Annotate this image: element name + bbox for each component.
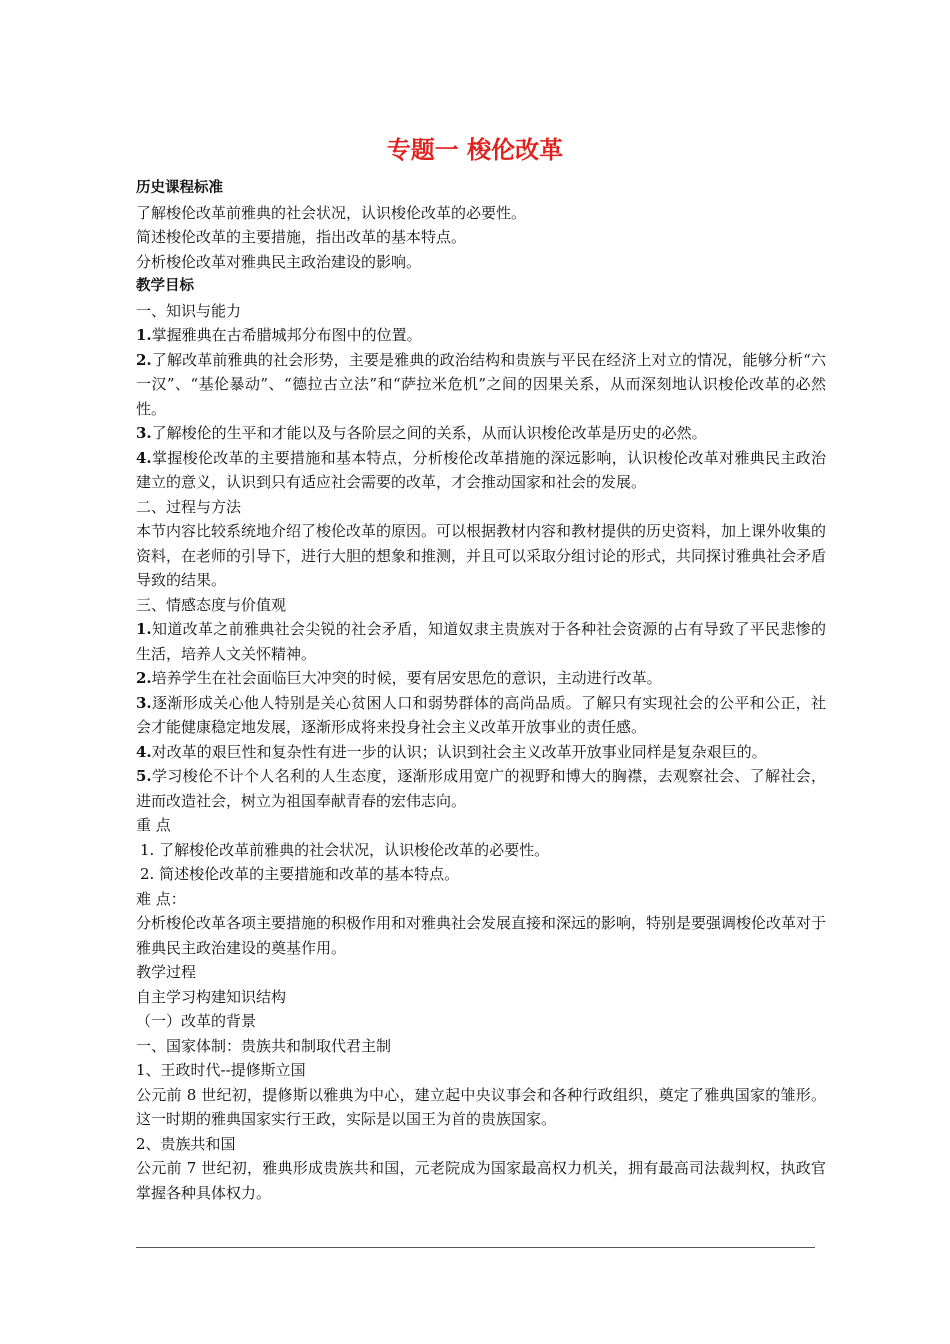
paragraph: 了解梭伦改革前雅典的社会状况，认识梭伦改革的必要性。	[136, 203, 527, 222]
paragraph: 公元前 7 世纪初，雅典形成贵族共和国，元老院成为国家最高权力机关，拥有最高司法裁判权，执政官掌握各种具体权力。	[136, 1159, 826, 1202]
numbered-item	[136, 421, 826, 446]
paragraph: 一、国家体制：贵族共和制取代君主制	[136, 1036, 392, 1055]
numbered-item	[136, 617, 826, 666]
item-number: 4.	[136, 742, 152, 761]
section-heading: 历史课程标准	[136, 180, 223, 196]
page-title: 专题一 梭伦改革	[386, 136, 564, 164]
item-text: 了解梭伦的生平和才能以及与各阶层之间的关系，从而认识梭伦改革是历史的必然。	[151, 424, 707, 442]
paragraph: 分析梭伦改革各项主要措施的积极作用和对雅典社会发展直接和深远的影响，特别是要强调梭伦改革对于雅典民主政治建设的奠基作用。	[136, 914, 827, 957]
key-point-item: 1. 了解梭伦改革前雅典的社会状况，认识梭伦改革的必要性。	[140, 840, 550, 859]
numbered-item	[136, 666, 826, 691]
paragraph: 2、贵族共和国	[136, 1134, 236, 1153]
item-number: 1.	[136, 620, 152, 638]
item-text: 培养学生在社会面临巨大冲突的时候，要有居安思危的意识，主动进行改革。	[151, 669, 662, 687]
paragraph: 公元前 8 世纪初，提修斯以雅典为中心，建立起中央议事会和各种行政组织，奠定了雅典国家的雏形。这一时期的雅典国家实行王政，实际是以国王为首的贵族国家。	[136, 1085, 826, 1128]
paragraph: 分析梭伦改革对雅典民主政治建设的影响。	[136, 252, 422, 271]
paragraph: 1、王政时代--提修斯立国	[136, 1061, 306, 1079]
item-text: 掌握梭伦改革的主要措施和基本特点，分析梭伦改革措施的深远影响，认识梭伦改革对雅典民主政治建立的意义，认识到只有适应社会需要的改革，才会推动国家和社会的发展。	[136, 448, 826, 491]
paragraph: 教学过程	[136, 963, 197, 981]
item-text: 了解改革前雅典的社会形势，主要是雅典的政治结构和贵族与平民在经济上对立的情况，能够分析“六一汉”、“基伦暴动”、“德拉古立法”和“萨拉米危机”之间的因果关系，从而深刻地认识梭伦改革的必然性。	[136, 350, 826, 418]
numbered-item	[136, 764, 826, 813]
paragraph: 自主学习构建知识结构	[136, 987, 287, 1006]
key-point-item: 2. 简述梭伦改革的主要措施和改革的基本特点。	[140, 865, 460, 883]
item-number: 4.	[136, 448, 152, 467]
paragraph: 本节内容比较系统地介绍了梭伦改革的原因。可以根据教材内容和教材提供的历史资料，加上课外收集的资料，在老师的引导下，进行大胆的想象和推测，并且可以采取分组讨论的形式，共同探讨雅典社会矛盾导致的结果。	[136, 522, 827, 589]
item-number: 1.	[136, 326, 152, 344]
item-text: 对改革的艰巨性和复杂性有进一步的认识；认识到社会主义改革开放事业同样是复杂艰巨的。	[151, 742, 767, 761]
paragraph: 一、知识与能力	[136, 301, 242, 320]
paragraph: 难 点：	[136, 889, 186, 908]
paragraph: 重 点	[136, 816, 171, 834]
paragraph: 三、情感态度与价值观	[136, 595, 287, 614]
item-number: 3.	[136, 424, 152, 442]
paragraph: 简述梭伦改革的主要措施，指出改革的基本特点。	[136, 228, 467, 246]
numbered-item	[136, 446, 826, 495]
item-text: 学习梭伦不计个人名利的人生态度，逐渐形成用宽广的视野和博大的胸襟，去观察社会、了解社会，进而改造社会，树立为祖国奉献青春的宏伟志向。	[136, 767, 826, 810]
item-number: 3.	[136, 693, 152, 712]
document-body	[136, 176, 826, 1205]
numbered-item	[136, 323, 826, 348]
item-number: 2.	[136, 350, 152, 369]
item-text: 掌握雅典在古希腊城邦分布图中的位置。	[151, 326, 422, 344]
numbered-item	[136, 691, 826, 740]
item-text: 知道改革之前雅典社会尖锐的社会矛盾，知道奴隶主贵族对于各种社会资源的占有导致了平民悲惨的生活，培养人文关怀精神。	[136, 620, 826, 663]
item-text: 逐渐形成关心他人特别是关心贫困人口和弱势群体的高尚品质。了解只有实现社会的公平和公正，社会才能健康稳定地发展，逐渐形成将来投身社会主义改革开放事业的责任感。	[136, 693, 826, 736]
paragraph: 二、过程与方法	[136, 497, 242, 516]
numbered-item	[136, 740, 826, 765]
footer-divider	[136, 1247, 815, 1248]
item-number: 2.	[136, 669, 152, 687]
paragraph: （一）改革的背景	[136, 1012, 257, 1030]
numbered-item	[136, 348, 826, 422]
section-heading: 教学目标	[136, 278, 194, 294]
item-number: 5.	[136, 767, 152, 785]
